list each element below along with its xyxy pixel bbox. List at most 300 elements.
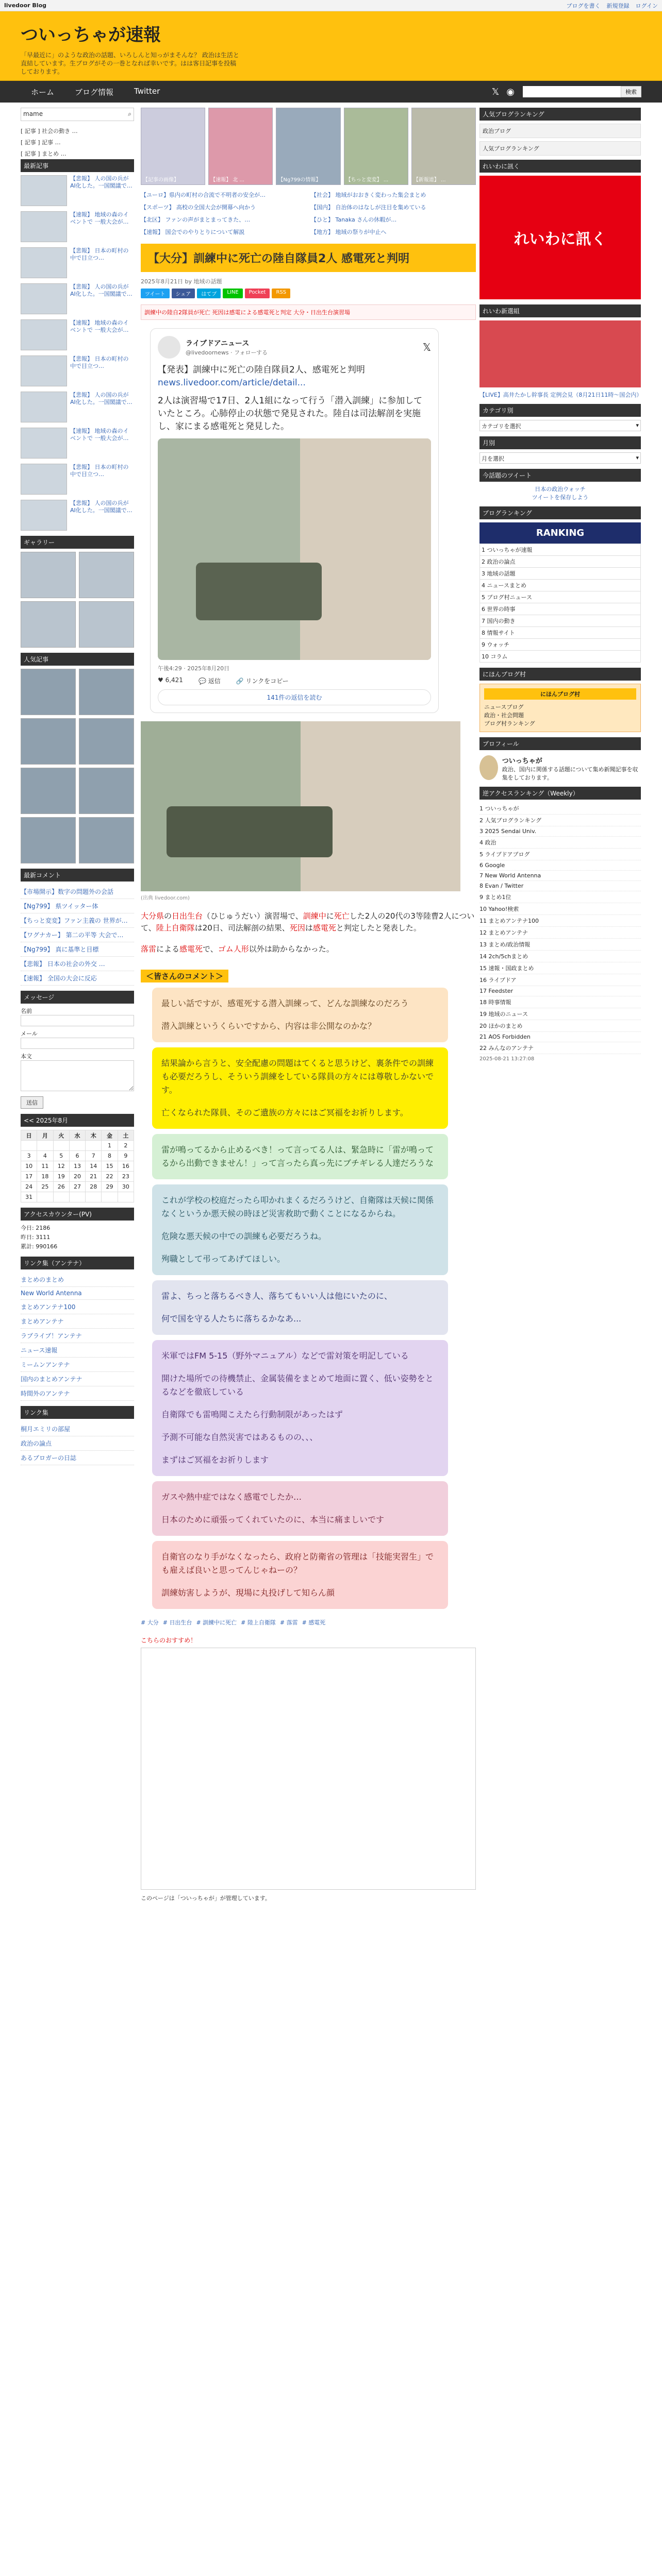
rank-header: 人気ブログランキング [479,108,641,121]
page-owner-note: このページは「ついっちゃが」が管理しています。 [141,1895,271,1902]
table-cell: 5 ライブドアブログ [479,851,530,858]
building-shape [300,438,431,660]
submit-button[interactable]: 送信 [21,1096,43,1109]
list-item[interactable]: 【ワグナカー】 第二の平等 大会で… [21,928,134,942]
blogmura-link[interactable]: ブログ村ランキング [484,720,535,727]
tag-label: 訓練中に死亡 [203,1619,237,1626]
table-cell: 8 Evan / Twitter [479,883,524,889]
tweet-link[interactable]: news.livedoor.com/article/detail... [158,378,306,388]
table-row[interactable] [480,544,641,556]
cal-day: 日 [21,1130,37,1141]
comment-text: まずはご冥福をお祈りします [161,1455,269,1465]
site-header [0,11,662,81]
table-cell: 8 情報サイト [480,627,641,639]
tag-label: 日出生台 [169,1619,192,1626]
table-row[interactable] [480,651,641,663]
right-sidebar [479,108,641,1062]
table-cell: 10 Yahoo!検索 [479,906,519,912]
access-rank-header: 逆アクセスランキング（Weekly） [479,787,641,800]
rank-link[interactable]: 政治ブログ [479,124,641,138]
list-item-title[interactable]: 【悲報】 人の国の兵がAI化した。一国閣議で… [70,392,133,405]
comment-text: 米軍ではFM 5-15（野外マニュアル）などで雷対策を明記している [161,1351,409,1361]
list-item[interactable]: まとめアンテナ100 [21,1300,134,1314]
comment-text: 日本のために頑張ってくれていたのに、本当に痛ましいです [161,1515,385,1524]
comment-text: 潜入訓練というくらいですから、内容は非公開なのかな？ [161,1021,376,1031]
article-title[interactable]: 【大分】訓練中に死亡の陸自隊員2人 感電死と判明 [141,244,476,272]
comment-text: 雷が鳴ってるから止めるべき！って言ってる人は、緊急時に「雷が鳴ってるから出動できません！」って言ったら真っ先にブチギレる人達だろうな [161,1145,434,1168]
recent-image[interactable] [79,669,134,715]
ranking-logo[interactable]: RANKING [479,522,641,544]
ranking-table [479,544,641,663]
table-row[interactable] [479,962,641,974]
tag[interactable]: # 陸上自衛隊 [241,1619,276,1626]
table-row[interactable] [479,927,641,939]
table-row[interactable] [479,915,641,927]
table-row[interactable] [479,951,641,962]
table-cell: 17 Feedster [479,988,514,994]
keyword[interactable]: 陸上自衛隊 [156,923,195,933]
table-cell: 20 ほかのまとめ [479,1023,523,1029]
list-item[interactable] [21,500,134,531]
table-cell: 2 人気ブログランキング [479,817,542,824]
list-item-title[interactable]: 【悲報】 日本の町村の中で目立つ… [70,464,129,478]
tweets-header: 今話題のツイート [479,469,641,482]
list-item[interactable]: 【ちっと変変】ファン主義の 世界が… [21,913,134,928]
table-cell: 2 政治の論点 [480,556,641,568]
related-link[interactable]: 【北区】 ファンの声がまとまってきた、… [141,216,251,223]
body-text: と判定したと発表した。 [336,923,421,933]
table-cell: 3 2025 Sendai Univ. [479,828,537,835]
rss-button[interactable]: RSS [272,289,290,298]
body-text: （ひじゅうだい）演習場で、 [203,911,303,921]
comment-text: 亡くなられた隊員、そのご遺族の方々にはご冥福をお祈りします。 [161,1108,408,1117]
tag-list [141,1618,476,1626]
related-link[interactable]: 【ユーロ】県内の町村の合流で不明者の安全が… [141,192,266,198]
share-button[interactable]: シェア [172,289,195,298]
recent-image[interactable] [21,669,76,715]
comment-card [152,1541,448,1609]
tag[interactable]: # 訓練中に死亡 [196,1619,237,1626]
blog-topbar [0,0,662,11]
list-item-title[interactable]: 【悲報】 人の国の兵がAI化した。一国閣議で… [70,175,133,189]
table-cell: 22 みんなのアンテナ [479,1045,534,1052]
gallery-header: ギャラリー [21,536,134,549]
table-row[interactable] [479,891,641,903]
table-row[interactable] [479,996,641,1008]
list-item[interactable]: [ 記事 ] 社会の動き … [21,128,78,134]
read-replies-button[interactable]: 141件の返信を読む [158,689,431,705]
table-cell: 6 Google [479,862,505,869]
list-item[interactable]: [ 記事 ] 記事 … [21,139,61,146]
comment-text: 殉職として弔ってあげてほしい。 [161,1254,286,1264]
comment-card [152,988,448,1042]
table-row[interactable] [479,986,641,996]
profile-header: プロフィール [479,737,641,750]
keyword[interactable]: 日出生台 [172,911,203,921]
tag[interactable]: # 感電死 [302,1619,326,1626]
table-cell: 11 まとめアンテナ100 [479,918,539,924]
tag[interactable]: # 落雷 [279,1619,298,1626]
links2-header: リンク集 [21,1406,134,1419]
table-row[interactable] [479,903,641,915]
gallery-image[interactable] [21,601,76,648]
list-item-title[interactable]: 【悲報】 日本の町村の中で目立つ… [70,355,129,369]
profile-box [479,755,641,782]
list-item[interactable]: 時間外のアンテナ [21,1386,134,1401]
related-link[interactable]: 【ひと】 Tanaka さんの休暇が… [311,216,397,223]
nav-home[interactable]: ホーム [31,87,55,97]
recent-grid [21,669,134,863]
livedoor-logo[interactable]: livedoor Blog [4,2,47,9]
message-form [21,1007,134,1109]
table-row[interactable] [479,837,641,849]
pocket-button[interactable]: Pocket [245,289,270,298]
left-sidebar [21,108,134,1465]
list-item[interactable]: 【速報】 全国の大会に反応 [21,971,134,986]
keyword[interactable]: 訓練中 [303,911,326,921]
top-article-card[interactable]: 【速報】 北 ... [208,108,273,185]
gallery-image[interactable] [79,552,134,598]
access-rank-list [479,803,641,1054]
tweets-link[interactable]: 日本の政治ウォッチ [535,486,586,493]
like-icon[interactable]: ♥ 6,421 [158,676,183,684]
list-item-title[interactable]: 【速報】 地域の森のイベントで 一般大会が… [70,319,129,333]
list-item[interactable] [21,355,134,386]
related-link[interactable]: 【速報】 国会でのやりとりについて解説 [141,229,245,235]
table-row[interactable] [479,1008,641,1020]
related-link[interactable]: 【地方】 地域の祭りが中止へ [311,229,387,235]
list-item[interactable] [21,392,134,422]
x-icon[interactable]: 𝕏 [491,86,500,97]
keyword[interactable]: 死因 [289,923,305,933]
list-item[interactable] [21,175,134,206]
body-text: は [305,923,313,933]
recent-image[interactable] [21,768,76,814]
thumbnail [21,319,67,350]
recent-image[interactable] [79,768,134,814]
table-cell: 15 速報・国政まとめ [479,965,534,972]
login-link[interactable]: ログイン [635,2,658,9]
table-cell: 13 まとめ/政治情報 [479,941,531,948]
links2-list [21,1422,134,1465]
recent-header: 人気記事 [21,653,134,666]
table-row[interactable] [479,1042,641,1054]
global-nav [0,81,662,103]
body-text: 以外は助からなかった。 [249,944,334,954]
table-cell: 9 まとめ1位 [479,894,511,901]
table-row[interactable] [480,615,641,627]
list-item[interactable]: まとめのまとめ [21,1273,134,1287]
thumbnail [21,355,67,386]
tag[interactable]: # 日出生台 [162,1619,192,1626]
x-icon[interactable]: 𝕏 [422,341,431,353]
share-buttons [141,289,476,298]
keyword[interactable]: 落雷 [141,944,157,954]
copy-label: リンクをコピー [245,677,289,685]
list-item[interactable]: ニュース速報 [21,1343,134,1358]
related-link[interactable]: 【スポーツ】 高校の全国大会が開幕へ向かう [141,204,256,211]
list-item[interactable] [21,247,134,278]
keyword[interactable]: 感電死 [179,944,203,954]
top-article-card[interactable]: 【Ng799の情報】 [276,108,340,185]
list-item-title[interactable]: 【速報】 地域の森のイベントで 一般大会が… [70,428,129,442]
keyword[interactable]: 感電死 [312,923,336,933]
list-item[interactable]: 桐月エミリの部屋 [21,1422,134,1436]
cal-day: 水 [69,1130,85,1141]
table-cell: 12 まとめアンテナ [479,929,528,936]
sidebar-search-text: mame [23,110,43,117]
calendar-header[interactable]: << 2025年8月 [21,1114,134,1127]
thumbnail [21,392,67,422]
table-row[interactable] [479,939,641,951]
counter-today: 今日: 2186 [21,1225,51,1231]
chevron-down-icon: ▾ [636,454,639,461]
body-label: 本文 [21,1053,32,1060]
site-search-input[interactable] [523,86,621,97]
top-article-card[interactable]: 【記事の画像】 [141,108,205,185]
table-cell: 4 ニュースまとめ [480,580,641,591]
reiwa-banner[interactable]: れいわに訊く [479,176,641,299]
name-field[interactable] [21,1015,134,1026]
calendar: 日 月 火 水 木 金 土 1 2 3 4 5 6 7 8 9 10 11 12 13 14 15 16 17 18 19 20 21 22 23 24 25 26 27 28 29 30 31 [21,1130,134,1202]
table-row[interactable] [480,580,641,591]
tank-shape [167,806,333,857]
tweet-text-part: 【発表】訓練中に死亡の陸自隊員2人、感電死と判明 [158,365,365,375]
list-item[interactable]: ラブライブ！アンテナ [21,1329,134,1343]
list-item[interactable]: 政治の論点 [21,1436,134,1451]
comment-text: 開けた場所での待機禁止、金属装備をまとめて地面に置く、低い姿勢をとるなどを徹底している [161,1374,434,1397]
comment-card [152,1184,448,1275]
table-row[interactable] [479,826,641,837]
photo-caption: (出典 livedoor.com) [141,895,190,901]
comment-text: ガスや熱中症ではなく感電でしたか… [161,1492,302,1502]
table-cell: 18 時事情報 [479,999,511,1006]
tag-label: 大分 [147,1619,159,1626]
category-select[interactable] [479,420,641,431]
cal-day: 土 [118,1130,134,1141]
site-title[interactable]: ついっちゃが速報 [21,25,161,45]
archive-select-value: 月を選択 [482,455,504,462]
keyword[interactable]: 死亡 [334,911,350,921]
list-item[interactable] [21,464,134,495]
comment-text: 訓練妨害しようが、現場に丸投げして知らん顔 [161,1588,335,1598]
article-body [141,910,476,934]
list-item[interactable] [21,428,134,459]
table-row[interactable] [480,627,641,639]
comment-card [152,1047,448,1129]
register-link[interactable]: 新規登録 [606,2,630,9]
comment-text: 自衛隊でも雷鳴聞こえたら行動制限があったはず [161,1410,343,1419]
table-cell: 5 ブログ村ニュース [480,591,641,603]
profile-desc: 政治、国内に関係する話題について集め新聞記事を収集をしております。 [502,766,638,781]
list-item[interactable]: 【Ng799】 真に基準と目標 [21,942,134,957]
recent-image[interactable] [21,817,76,863]
nav-blog-info[interactable]: ブログ情報 [75,87,114,97]
list-item-title[interactable]: 【速報】 地域の森のイベントで 一般大会が… [70,211,129,225]
related-link[interactable]: 【国内】 自治体のはなしが注目を集めている [311,204,426,211]
list-item[interactable]: [ 記事 ] まとめ … [21,150,67,157]
write-blog-link[interactable]: ブログを書く [566,2,601,9]
gallery-image[interactable] [79,601,134,648]
reiwa-header: れいわに訊く [479,160,641,173]
reply-button[interactable]: 💬 返信 [198,677,221,685]
rss-icon[interactable]: ◉ [506,86,515,97]
copy-link-button[interactable]: 🔗 リンクをコピー [236,677,289,685]
nav-twitter[interactable]: Twitter [134,86,160,96]
blogmura-box [479,684,641,732]
hatebu-button[interactable]: はてブ [197,289,221,298]
comment-text: これが学校の校庭だったら叩かれまくるだろうけど、自衛隊は天候に関係なくというか悪天候の時ほど災害救助で動くことになるからね。 [161,1195,434,1218]
counter-yesterday: 昨日: 3111 [21,1234,51,1241]
archive-header: 月別 [479,436,641,449]
table-row[interactable] [479,1020,641,1032]
list-item[interactable] [21,211,134,242]
list-item[interactable]: 【悲報】 日本の社会の外交 … [21,957,134,971]
tweets-link[interactable]: ツイートを保存しよう [532,494,589,501]
embedded-tweet [150,328,439,713]
tag[interactable]: # 大分 [141,1619,159,1626]
cal-day: 木 [86,1130,102,1141]
table-cell: 3 地域の話題 [480,568,641,580]
comment-text: 予測不可能な自然災害ではあるものの、、、 [161,1432,318,1442]
keyword[interactable]: ゴム人形 [218,944,249,954]
counter-total: 累計: 990166 [21,1243,58,1250]
table-row[interactable] [480,556,641,568]
list-item[interactable]: 国内のまとめアンテナ [21,1372,134,1386]
thumbnail [21,428,67,459]
gallery-image[interactable] [21,552,76,598]
table-cell: 4 政治 [479,839,496,846]
table-cell: 14 2ch/5chまとめ [479,953,528,960]
body-text: による [156,944,180,954]
thumbnail [21,247,67,278]
tweet-time: 午後4:29 · 2025年8月20日 [158,665,230,672]
recommend-label: こちらのおすすめ！ [141,1637,197,1644]
tweet-handle[interactable]: @livedoornews · フォローする [186,349,268,356]
tweet-author[interactable]: ライブドアニュース [186,340,250,348]
comment-text: 最しい話ですが、感電死する潜入訓練って、どんな訓練なのだろう [161,998,409,1008]
keyword[interactable]: 大分県 [141,911,164,921]
recent-image[interactable] [79,718,134,765]
avatar[interactable] [158,336,180,359]
tank-shape [196,563,322,620]
related-link[interactable]: 【社会】 地域がおおきく変わった集会まとめ [311,192,426,198]
avatar[interactable] [479,755,498,780]
comment-card [152,1340,448,1476]
video-thumbnail[interactable] [479,320,641,387]
recent-image[interactable] [79,817,134,863]
blogmura-link[interactable]: ニュースブログ [484,704,524,710]
list-item[interactable] [21,319,134,350]
article-photo [141,721,460,891]
article-meta: 2025年8月21日 by 地域の話題 [141,278,222,285]
table-row[interactable] [479,860,641,871]
list-item[interactable]: ミームンアンテナ [21,1358,134,1372]
list-item[interactable]: New World Antenna [21,1287,134,1300]
latest-header: 最新コメント [21,869,134,882]
blogmura-header: にほんブログ村 [479,668,641,681]
thumbnail [21,175,67,206]
counter-header: アクセスカウンター(PV) [21,1208,134,1221]
table-row[interactable] [479,881,641,891]
popular-header: 最新記事 [21,159,134,172]
table-row[interactable] [479,974,641,986]
recent-image[interactable] [21,718,76,765]
ranking-header: ブログランキング [479,506,641,519]
table-row[interactable] [479,1032,641,1042]
table-row[interactable] [480,603,641,615]
email-field[interactable] [21,1038,134,1049]
body-text: は20日、司法解剖の結果、 [194,923,290,933]
latest-list [21,885,134,986]
site-description: 「早最近に」のような政治の話題、いろしんと知っがまそんな？ 政治は生活と直結しています。生ブログがその一巻となれば幸いです。はは客日記事を投稿しております。 [21,52,239,75]
top-article-strip [141,108,476,185]
article-breadcrumb[interactable]: 訓練中の陸自2隊員が死亡 死因は感電による感電死と判定 大分・日出生台演習場 [141,304,476,320]
table-row[interactable] [480,591,641,603]
table-row[interactable] [479,849,641,860]
line-button[interactable]: LINE [223,289,242,298]
recommend-box[interactable] [141,1648,476,1890]
sidebar-search[interactable] [21,108,134,121]
comment-card [152,1280,448,1335]
thumbnail [21,283,67,314]
profile-name[interactable]: ついっちゃが [502,757,542,765]
blogmura-link[interactable]: 政治・社会問題 [484,712,524,719]
list-item-title[interactable]: 【悲報】 日本の町村の中で目立つ… [70,247,129,261]
table-row[interactable] [479,815,641,826]
body-text: の [164,911,172,921]
comment-text: 自衛官のなり手がなくなったら、政府と防衛省の管理は「技能実習生」でも雇えば良いと思ってんじゃねーの？ [161,1552,434,1575]
comment-card [152,1481,448,1536]
top-article-card[interactable]: 【新報道】 ... [411,108,476,185]
tweet-image[interactable] [158,438,431,660]
table-row[interactable] [479,871,641,881]
table-row[interactable] [479,803,641,815]
archive-select[interactable] [479,452,641,464]
gallery-grid [21,552,134,648]
list-item-title[interactable]: 【悲報】 人の国の兵がAI化した。一国閣議で… [70,283,133,297]
sidebar-small-list [21,125,134,159]
comment-text: 何で国を守る人たちに落ちるかなあ... [161,1314,302,1324]
site-search-button[interactable]: 検索 [621,86,641,97]
tag-label: 陸上自衛隊 [247,1619,276,1626]
list-item[interactable]: あるブロガーの日誌 [21,1451,134,1465]
name-label: 名前 [21,1008,32,1014]
table-row[interactable] [480,639,641,651]
comment-card [152,1134,448,1179]
list-item[interactable] [21,283,134,314]
article-body-2 [141,943,476,955]
rank-link[interactable]: 人気ブログランキング [479,141,641,156]
list-item[interactable]: 【Ng799】 県ツイッター体 [21,899,134,913]
category-select-value: カテゴリを選択 [482,423,521,430]
tweet-button[interactable]: ツイート [141,289,170,298]
thumbnail [21,211,67,242]
blogmura-caption[interactable]: にほんブログ村 [484,688,636,700]
tweets-box [479,485,641,501]
top-article-card[interactable]: 【ちっと変変】 ... [344,108,408,185]
video-caption[interactable]: 【LIVE】高井たかし幹事長 定例会見（8月21日11時〜国会内） [479,392,642,398]
comment-text: 危険な悪天候の中での訓練も必要だろうね。 [161,1231,327,1241]
list-item[interactable]: 【市場開示】数字の問題外の会話 [21,885,134,899]
list-item[interactable]: まとめアンテナ [21,1314,134,1329]
body-field[interactable] [21,1060,134,1091]
body-text: した2人の20代の3等陸曹2人について、 [141,911,475,933]
list-item-title[interactable]: 【悲報】 人の国の兵がAI化した。一国閣議で… [70,500,133,514]
table-row[interactable] [480,568,641,580]
search-icon[interactable]: ⌕ [128,110,131,117]
body-text: に [326,911,334,921]
